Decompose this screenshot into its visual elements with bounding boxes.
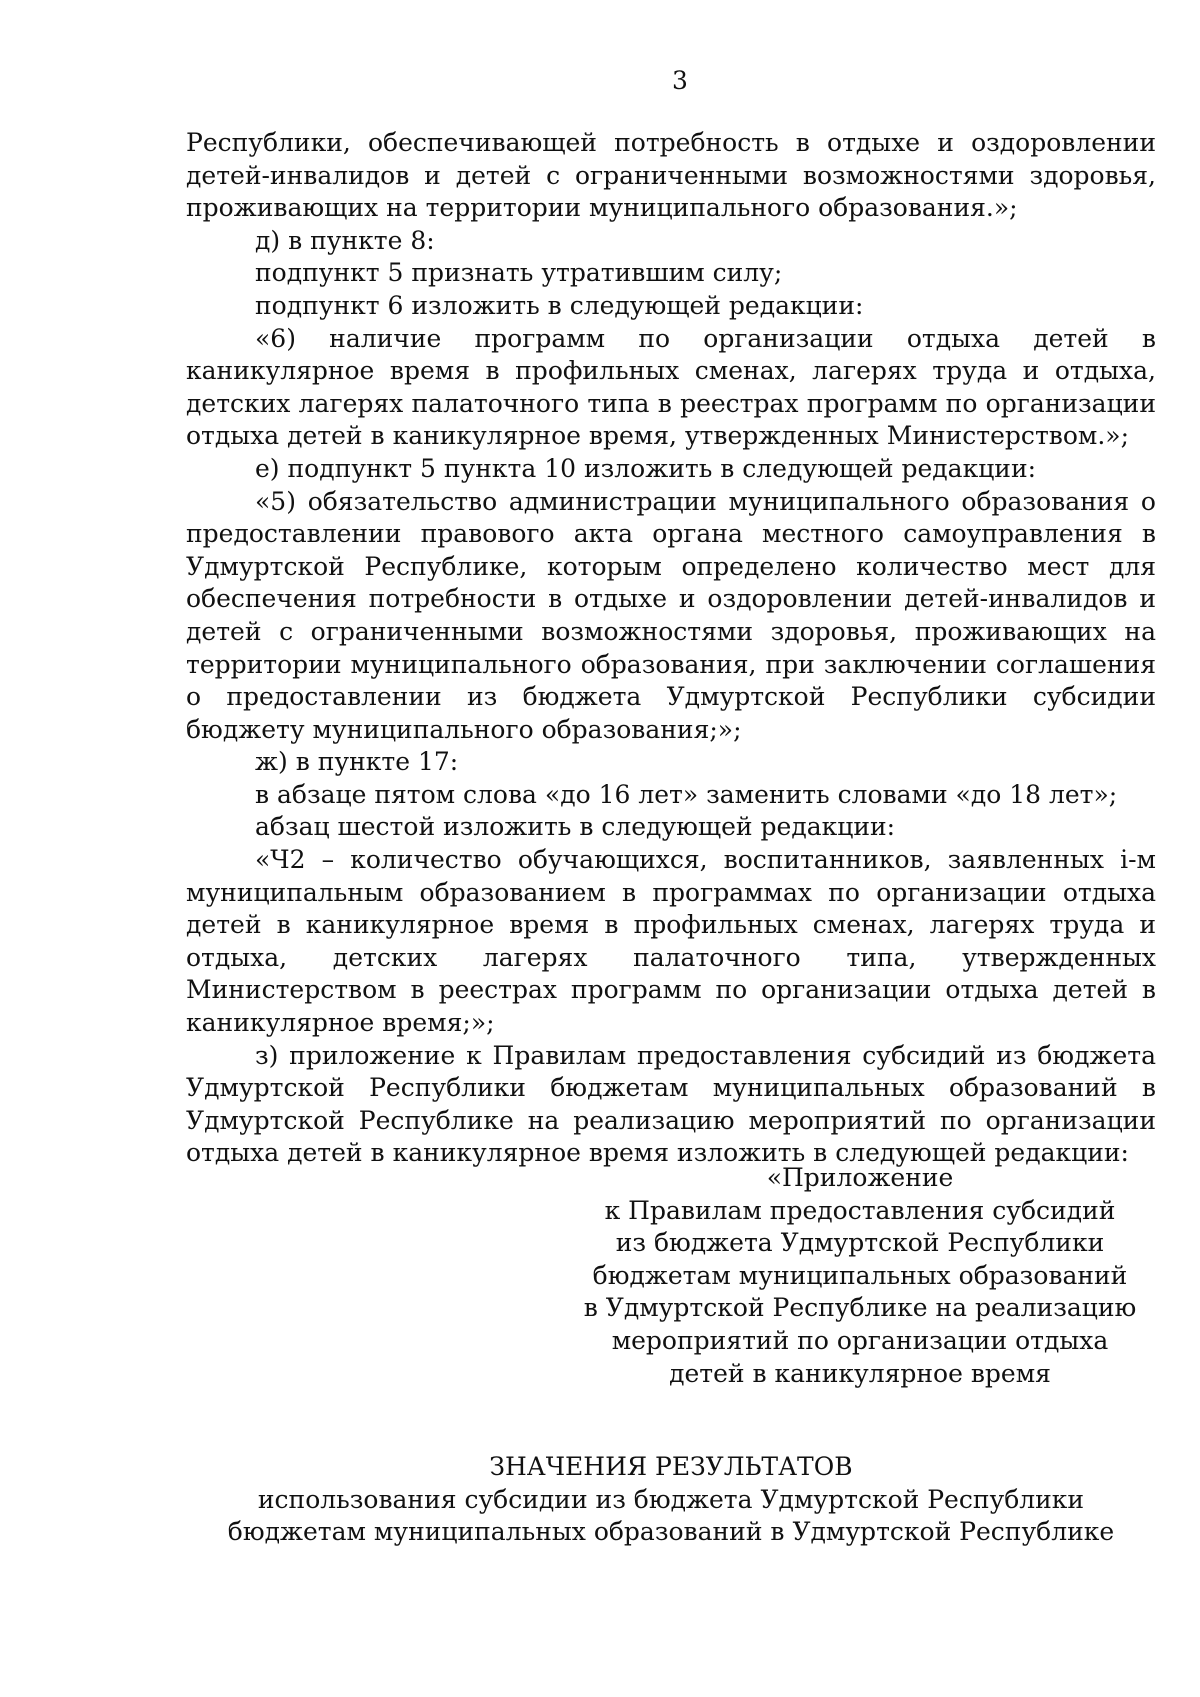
- appendix-note: [560, 1162, 1160, 1390]
- body-text: [186, 127, 1156, 1170]
- results-heading-title: ЗНАЧЕНИЯ РЕЗУЛЬТАТОВ: [489, 1452, 853, 1481]
- results-heading: [186, 1451, 1156, 1549]
- appendix-note-line: детей в каникулярное время: [669, 1358, 1051, 1388]
- page-number: 3: [672, 66, 688, 95]
- appendix-note-line: «Приложение: [766, 1163, 954, 1192]
- paragraph: Республики, обеспечивающей потребность в отдыхе и оздоровлении детей-инвалидов и детей с ограниченными возможностями здоровья, проживающих на территории муниципального образования.»;: [186, 128, 1156, 223]
- results-heading-subtitle: использования субсидии из бюджета Удмуртской Республики: [257, 1484, 1085, 1514]
- paragraph: «5) обязательство администрации муниципального образования о предоставлении правового акта органа местного самоуправления в Удмуртской Республике, которым определено количество мест для обеспечения потребности в отдыхе и оздоровлении детей-инвалидов и детей с ограниченными возможностями здоровья, проживающих на территории муниципального образования, при заключении соглашения о предоставлении из бюджета Удмуртской Республики субсидии бюджету муниципального образования;»;: [186, 486, 1156, 744]
- appendix-note-line: к Правилам предоставления субсидий: [604, 1195, 1116, 1225]
- appendix-note-line: бюджетам муниципальных образований: [592, 1260, 1128, 1290]
- appendix-note-line: в Удмуртской Республике на реализацию: [583, 1293, 1137, 1323]
- paragraph: «Ч2 – количество обучающихся, воспитанников, заявленных i-м муниципальным образованием в программах по организации отдыха детей в каникулярное время в профильных сменах, лагерях труда и отдыха, детских лагерях палаточного типа, утвержденных Министерством в реестрах программ по организации отдыха детей в каникулярное время;»;: [186, 845, 1156, 1038]
- paragraph: з) приложение к Правилам предоставления субсидий из бюджета Удмуртской Республики бюджетам муниципальных образований в Удмуртской Республике на реализацию мероприятий по организации отдыха детей в каникулярное время изложить в следующей редакции:: [186, 1040, 1156, 1168]
- paragraph: е) подпункт 5 пункта 10 изложить в следующей редакции:: [255, 453, 1037, 483]
- paragraph: «6) наличие программ по организации отдыха детей в каникулярное время в профильных сменах, лагерях труда и отдыха, детских лагерях палаточного типа в реестрах программ по организации отдыха детей в каникулярное время, утвержденных Министерством.»;: [186, 323, 1156, 451]
- paragraph: в абзаце пятом слова «до 16 лет» заменить словами «до 18 лет»;: [255, 779, 1118, 809]
- results-heading-subtitle: бюджетам муниципальных образований в Удмуртской Республике: [227, 1517, 1115, 1547]
- paragraph: д) в пункте 8:: [255, 225, 435, 255]
- appendix-note-line: из бюджета Удмуртской Республики: [615, 1228, 1105, 1258]
- appendix-note-line: мероприятий по организации отдыха: [611, 1325, 1109, 1355]
- paragraph: подпункт 6 изложить в следующей редакции:: [255, 290, 864, 320]
- paragraph: подпункт 5 признать утратившим силу;: [255, 258, 783, 288]
- paragraph: абзац шестой изложить в следующей редакции:: [255, 812, 896, 842]
- paragraph: ж) в пункте 17:: [255, 747, 459, 777]
